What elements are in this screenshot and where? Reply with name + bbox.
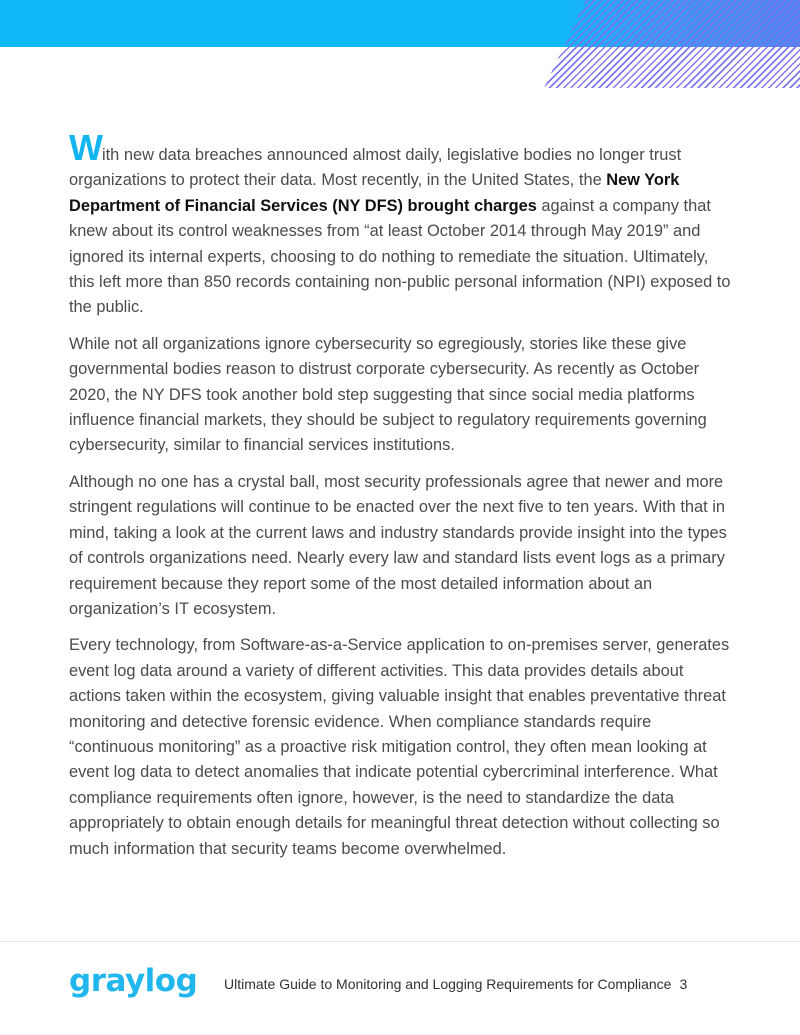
footer-document-title: Ultimate Guide to Monitoring and Logging Requirements for Compliance [224,976,672,992]
footer [224,976,687,992]
paragraph-1-text-b: against a company that knew about its control weaknesses from “at least October 2014 through May 2019” and ignored its internal experts, choosing to do nothing to remediate the situation. Ultimately, this left more than 850 records containing non-public personal information (NPI) exposed to the public. [69,196,731,317]
paragraph-1-link-text: New York Department of Financial Services (NY DFS) brought charges [69,171,680,215]
paragraph-4: Every technology, from Software-as-a-Service application to on-premises server, generates event log data around a variety of different activities. This data provides details about actions taken within the ecosystem, giving valuable insight that enables preventative threat monitoring and detective forensic evidence. When compliance standards require “continuous monitoring” as a proactive risk mitigation control, they often mean looking at event log data to detect anomalies that indicate potential cybercriminal interference. What compliance requirements often ignore, however, is the need to standardize the data appropriately to obtain enough details for meaningful threat detection without collecting so much information that security teams become overwhelmed. [69,636,730,858]
paragraph-3: Although no one has a crystal ball, most security professionals agree that newer and more stringent regulations will continue to be enacted over the next five to ten years. With that in mind, taking a look at the current laws and industry standards provide insight into the types of controls organizations need. Nearly every law and standard lists event logs as a primary requirement because they report some of the most detailed information about an organization’s IT ecosystem. [69,472,727,618]
graylog-logo [69,957,198,1005]
article-body [69,127,733,873]
paragraph-2: While not all organizations ignore cybersecurity so egregiously, stories like these give governmental bodies reason to distrust corporate cybersecurity. As recently as October 2020, the NY DFS took another bold step suggesting that since social media platforms influence financial markets, they should be subject to regulatory requirements governing cybersecurity, similar to financial services institutions. [69,334,707,455]
drop-cap: W [69,127,102,168]
footer-divider [0,941,800,942]
page-number: 3 [679,976,688,992]
paragraph-1-text-a: ith new data breaches announced almost daily, legislative bodies no longer trust organizations to protect their data. Most recently, in the United States, the [69,146,682,190]
paragraph-1 [69,127,733,321]
graylog-logo-text: graylog [69,963,198,999]
